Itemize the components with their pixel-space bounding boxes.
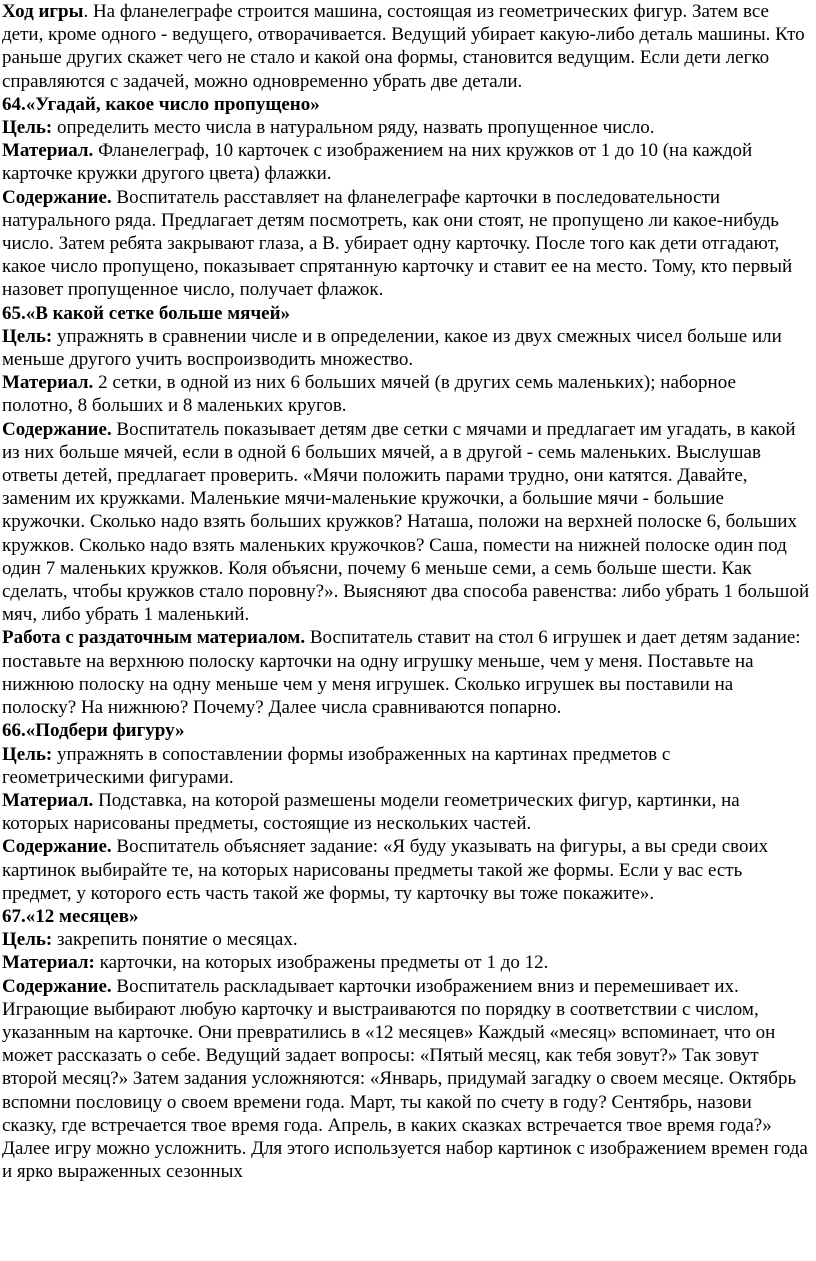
- text-game-flow: . На фланелеграфе строится машина, состоящая из геометрических фигур. Затем все дети, кроме одного - ведущего, отворачивается. Ведущий убирает какую-либо деталь машины. Кто раньше других скажет чего не стало и какой она формы, становится ведущим. Если дети легко справляются с задачей, можно одновременно убрать две детали.: [2, 1, 805, 92]
- paragraph-goal-67: [2, 928, 810, 951]
- paragraph-content-64: [2, 186, 810, 302]
- paragraph-handout-65: [2, 626, 810, 719]
- label-goal: Цель:: [2, 929, 53, 951]
- label-content: Содержание.: [2, 186, 112, 208]
- paragraph-goal-65: [2, 325, 810, 371]
- paragraph-game-flow: [2, 0, 810, 93]
- text-content: Воспитатель показывает детям две сетки с мячами и предлагает им угадать, в какой из них больше мячей, если в одной 6 больших мячей, а в другой - семь маленьких. Выслушав ответы детей, предлагает проверить. «Мячи положить парами трудно, они катятся. Давайте, заменим их кружками. Маленькие мячи-маленькие кружочки, а большие мячи - большие кружочки. Сколько надо взять больших кружков? Наташа, положи на верхней полоске 6, больших кружков. Сколько надо взять маленьких кружочков? Саша, помести на нижней полоске один под один 7 маленьких кружков. Коля объясни, почему 6 меньше семи, а семь больше шести. Как сделать, чтобы кружков стало поровну?». Выясняют два способа равенства: либо убрать 1 большой мяч, либо убрать 1 маленький.: [2, 418, 810, 626]
- label-goal: Цель:: [2, 325, 53, 347]
- text-content: Воспитатель объясняет задание: «Я буду указывать на фигуры, а вы среди своих картинок выбирайте те, на которых нарисованы предметы такой же формы. Если у вас есть предмет, у которого есть часть такой же формы, ту карточку вы тоже покажите».: [2, 836, 769, 904]
- text-material: карточки, на которых изображены предметы от 1 до 12.: [94, 952, 549, 974]
- text-content: Воспитатель раскладывает карточки изображением вниз и перемешивает их. Играющие выбирают любую карточку и выстраиваются по порядку в соответствии с числом, указанным на карточке. Они превратились в «12 месяцев» Каждый «месяц» вспоминает, что он может рассказать о себе. Ведущий задает вопросы: «Пятый месяц, как тебя зовут?» Так зовут второй месяц?» Затем задания усложняются: «Январь, придумай загадку о своем месяце. Октябрь вспомни пословицу о своем времени года. Март, ты какой по счету в году? Сентябрь, назови сказку, где встречается твое время года. Апрель, в каких сказках встречается твое время года?» Далее игру можно усложнить. Для этого используется набор картинок с изображением времен года и ярко выраженных сезонных: [2, 975, 808, 1183]
- heading-game-65: 65.«В какой сетке больше мячей»: [2, 302, 291, 324]
- label-material: Материал.: [2, 140, 94, 162]
- heading-game-66: 66.«Подбери фигуру»: [2, 720, 185, 742]
- text-material: Фланелеграф, 10 карточек с изображением на них кружков от 1 до 10 (на каждой карточке кружки другого цвета) флажки.: [2, 140, 753, 185]
- heading-game-64: 64.«Угадай, какое число пропущено»: [2, 93, 320, 115]
- label-content: Содержание.: [2, 836, 112, 858]
- heading-game-67: 67.«12 месяцев»: [2, 905, 139, 927]
- paragraph-material-65: [2, 371, 810, 417]
- paragraph-material-67: [2, 951, 810, 974]
- text-handout: Воспитатель ставит на стол 6 игрушек и дает детям задание: поставьте на верхнюю полоску карточки на одну игрушку меньше, чем у меня. Поставьте на нижнюю полоску на одну меньше чем у меня игрушек. Сколько игрушек вы поставили на полоску? На нижнюю? Почему? Далее числа сравниваются попарно.: [2, 627, 801, 719]
- paragraph-content-67: [2, 975, 810, 1184]
- paragraph-goal-66: [2, 743, 810, 789]
- text-goal: упражнять в сравнении числе и в определении, какое из двух смежных чисел больше или меньше другого учить воспроизводить множество.: [2, 325, 782, 371]
- text-goal: определить место числа в натуральном ряду, назвать пропущенное число.: [52, 117, 655, 139]
- text-goal: закрепить понятие о месяцах.: [52, 929, 298, 951]
- label-content: Содержание.: [2, 975, 112, 997]
- paragraph-goal-64: [2, 116, 810, 139]
- label-goal: Цель:: [2, 743, 53, 765]
- label-game-flow: Ход игры: [2, 1, 84, 22]
- paragraph-content-66: [2, 835, 810, 905]
- paragraph-content-65: [2, 418, 810, 627]
- label-handout: Работа с раздаточным материалом.: [2, 627, 306, 649]
- label-material: Материал:: [2, 952, 95, 974]
- text-material: 2 сетки, в одной из них 6 больших мячей (в других семь маленьких); наборное полотно, 8 больших и 8 маленьких кругов.: [2, 372, 736, 417]
- text-goal: упражнять в сопоставлении формы изображенных на картинах предметов с геометрическими фигурами.: [2, 743, 671, 788]
- text-content: Воспитатель расставляет на фланелеграфе карточки в последовательности натурального ряда. Предлагает детям посмотреть, как они стоят, не пропущено ли какое-нибудь число. Затем ребята закрывают глаза, а В. убирает одну карточку. После того как дети отгадают, какое число пропущено, показывает спрятанную карточку и ставит ее на место. Тому, кто первый назовет пропущенное число, получает флажок.: [2, 186, 793, 301]
- label-material: Материал.: [2, 789, 94, 811]
- paragraph-material-64: [2, 139, 810, 185]
- label-goal: Цель:: [2, 117, 53, 139]
- text-material: Подставка, на которой размешены модели геометрических фигур, картинки, на которых нарисованы предметы, состоящие из нескольких частей.: [2, 789, 740, 835]
- paragraph-material-66: [2, 789, 810, 835]
- label-material: Материал.: [2, 372, 94, 394]
- label-content: Содержание.: [2, 418, 112, 440]
